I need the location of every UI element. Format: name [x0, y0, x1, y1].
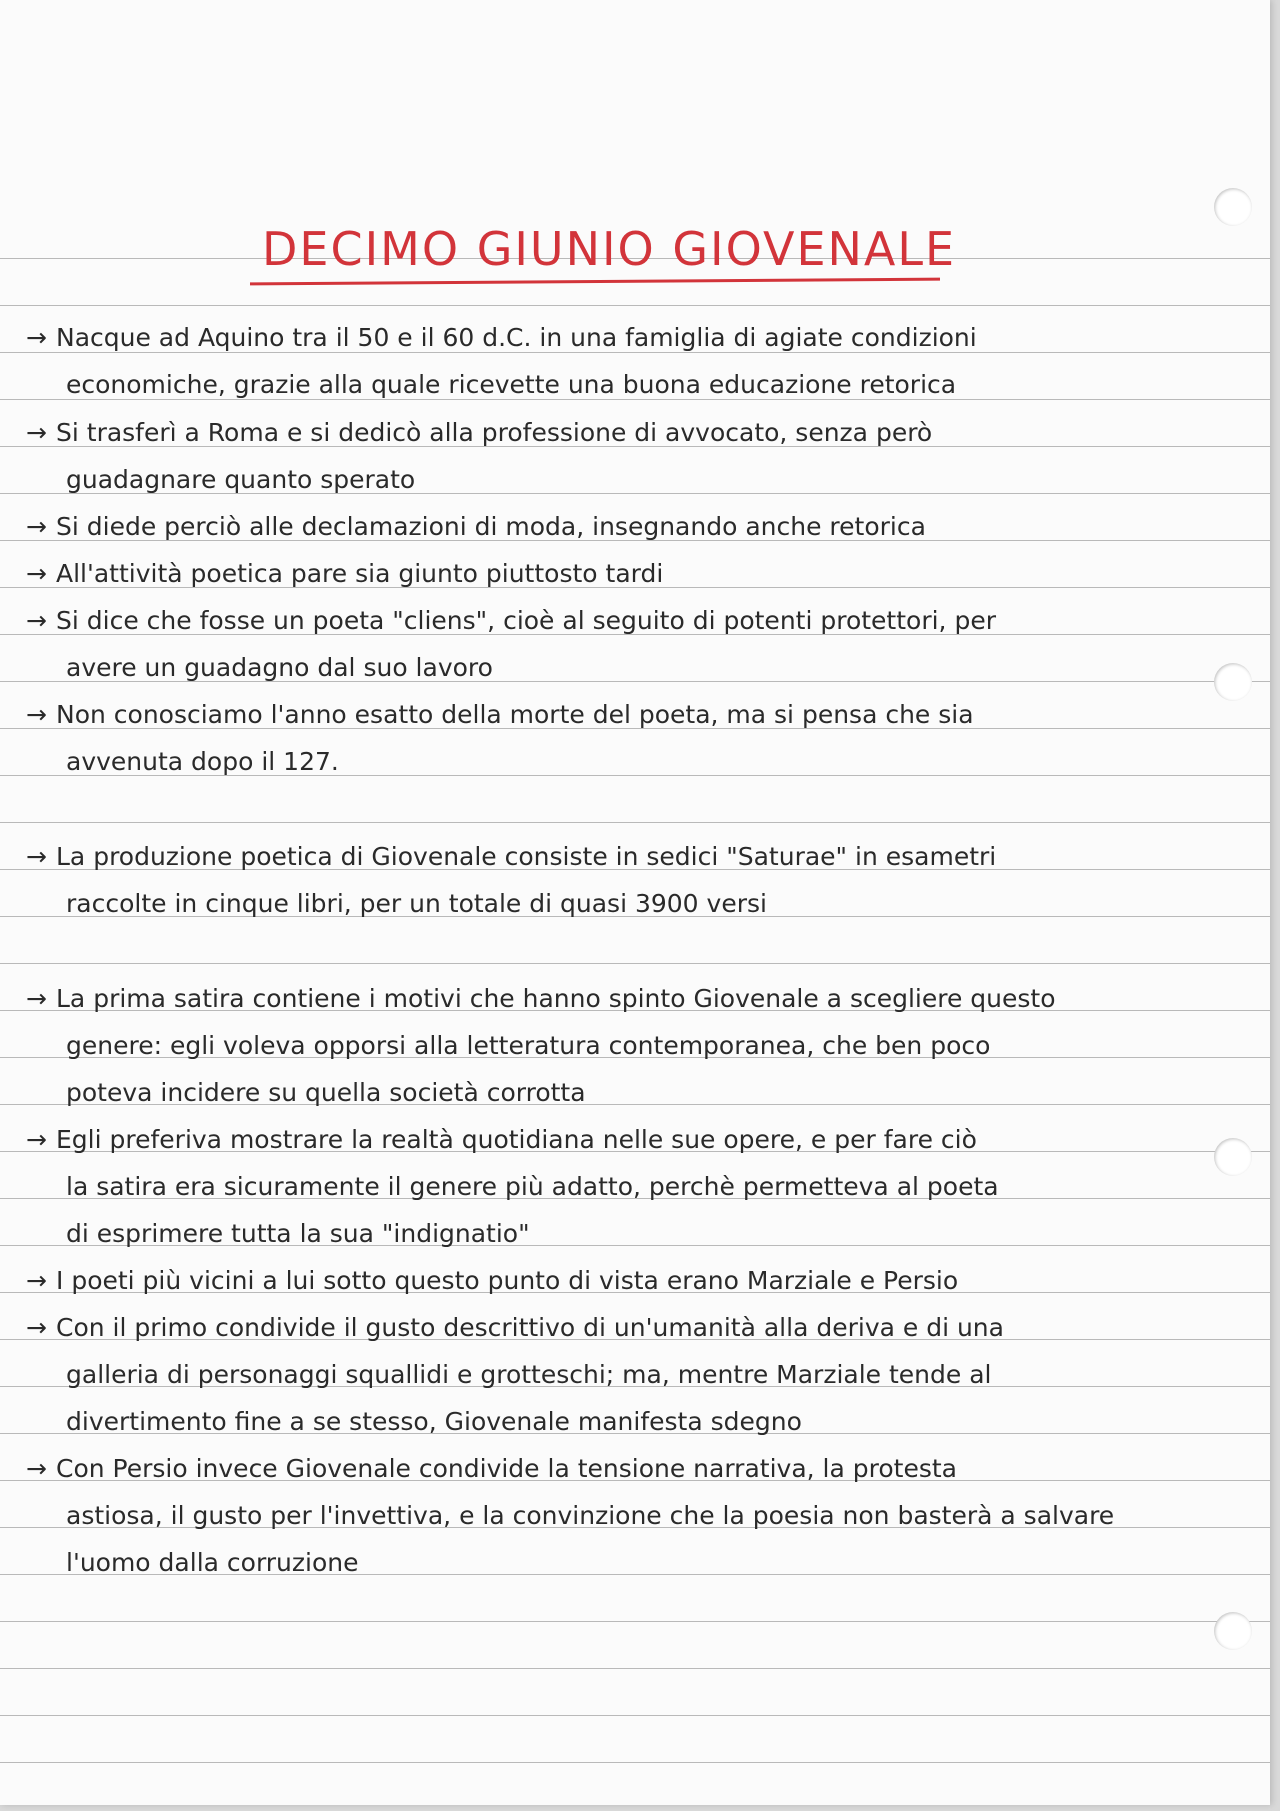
note-text: Non conosciamo l'anno esatto della morte del poeta, ma si pensa che sia — [56, 700, 974, 729]
note-text: poteva incidere su quella società corrotta — [66, 1078, 586, 1107]
note-bullet-line — [26, 840, 996, 874]
note-text: Si diede perciò alle declamazioni di moda, insegnando anche retorica — [56, 512, 926, 541]
arrow-icon: → — [26, 1454, 47, 1483]
binder-hole-2 — [1214, 663, 1252, 701]
note-text: Si dice che fosse un poeta "cliens", cioè al seguito di potenti protettori, per — [56, 606, 996, 635]
note-text: raccolte in cinque libri, per un totale di quasi 3900 versi — [66, 889, 767, 918]
note-text: I poeti più vicini a lui sotto questo punto di vista erano Marziale e Persio — [56, 1266, 959, 1295]
note-continuation-line — [66, 1217, 530, 1251]
note-continuation-line — [66, 651, 493, 685]
note-text: galleria di personaggi squallidi e grotteschi; ma, mentre Marziale tende al — [66, 1360, 992, 1389]
note-bullet-line — [26, 321, 977, 355]
note-continuation-line — [66, 1358, 991, 1392]
arrow-icon: → — [26, 1266, 47, 1295]
arrow-icon: → — [26, 984, 47, 1013]
note-text: guadagnare quanto sperato — [66, 465, 416, 494]
note-text: la satira era sicuramente il genere più adatto, perchè permetteva al poeta — [66, 1172, 999, 1201]
note-text: La produzione poetica di Giovenale consiste in sedici "Saturae" in esametri — [56, 842, 997, 871]
note-continuation-line — [66, 1076, 586, 1110]
note-bullet-line — [26, 982, 1056, 1016]
note-continuation-line — [66, 368, 956, 402]
note-bullet-line — [26, 1123, 977, 1157]
arrow-icon: → — [26, 842, 47, 871]
note-text: avere un guadagno dal suo lavoro — [66, 653, 493, 682]
note-continuation-line — [66, 1499, 1114, 1533]
arrow-icon: → — [26, 418, 47, 447]
note-continuation-line — [66, 1170, 999, 1204]
note-bullet-line — [26, 1264, 958, 1298]
note-continuation-line — [66, 463, 415, 497]
arrow-icon: → — [26, 323, 47, 352]
note-bullet-line — [26, 416, 932, 450]
note-continuation-line — [66, 1405, 802, 1439]
page-title: DECIMO GIUNIO GIOVENALE — [262, 222, 957, 276]
note-bullet-line — [26, 698, 974, 732]
arrow-icon: → — [26, 1313, 47, 1342]
note-bullet-line — [26, 604, 996, 638]
note-bullet-line — [26, 1311, 1004, 1345]
title-underline — [250, 278, 940, 286]
note-text: l'uomo dalla corruzione — [66, 1548, 359, 1577]
binder-hole-3 — [1214, 1138, 1252, 1176]
note-text: Nacque ad Aquino tra il 50 e il 60 d.C. in una famiglia di agiate condizioni — [56, 323, 977, 352]
note-text: economiche, grazie alla quale ricevette una buona educazione retorica — [66, 370, 957, 399]
arrow-icon: → — [26, 512, 47, 541]
note-text: divertimento fine a se stesso, Giovenale manifesta sdegno — [66, 1407, 802, 1436]
note-bullet-line — [26, 557, 663, 591]
note-continuation-line — [66, 1546, 359, 1580]
note-bullet-line — [26, 1452, 957, 1486]
note-continuation-line — [66, 1029, 990, 1063]
note-text: All'attività poetica pare sia giunto piuttosto tardi — [56, 559, 664, 588]
note-text: di esprimere tutta la sua "indignatio" — [66, 1219, 530, 1248]
note-text: Con il primo condivide il gusto descrittivo di un'umanità alla deriva e di una — [56, 1313, 1004, 1342]
arrow-icon: → — [26, 606, 47, 635]
binder-hole-1 — [1214, 188, 1252, 226]
note-continuation-line — [66, 745, 339, 779]
arrow-icon: → — [26, 1125, 47, 1154]
note-text: astiosa, il gusto per l'invettiva, e la convinzione che la poesia non basterà a salvare — [66, 1501, 1115, 1530]
note-text: Si trasferì a Roma e si dedicò alla professione di avvocato, senza però — [56, 418, 933, 447]
note-bullet-line — [26, 510, 926, 544]
note-text: La prima satira contiene i motivi che hanno spinto Giovenale a scegliere questo — [56, 984, 1056, 1013]
arrow-icon: → — [26, 700, 47, 729]
note-text: genere: egli voleva opporsi alla letteratura contemporanea, che ben poco — [66, 1031, 991, 1060]
note-text: avvenuta dopo il 127. — [66, 747, 339, 776]
note-text: Con Persio invece Giovenale condivide la tensione narrativa, la protesta — [56, 1454, 957, 1483]
note-text: Egli preferiva mostrare la realtà quotidiana nelle sue opere, e per fare ciò — [56, 1125, 977, 1154]
arrow-icon: → — [26, 559, 47, 588]
note-continuation-line — [66, 887, 767, 921]
binder-hole-4 — [1214, 1612, 1252, 1650]
